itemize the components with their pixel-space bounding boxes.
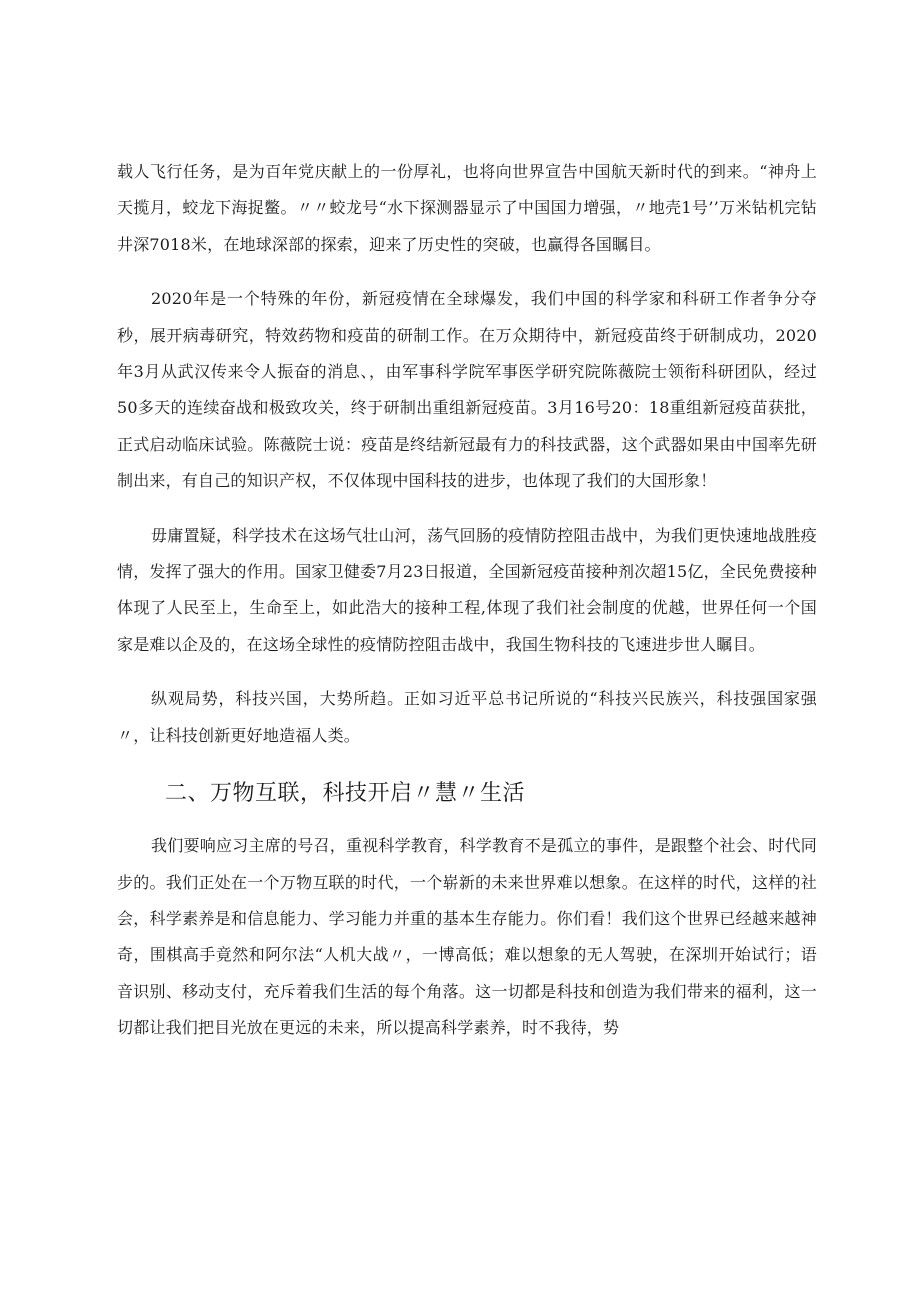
paragraph-continued: 载人飞行任务，是为百年党庆献上的一份厚礼，也将向世界宣告中国航天新时代的到来。“神舟上天揽月，蛟龙下海捉鳖。〃〃蛟龙号“水下探测器显示了中国国力增强，〃地壳1号’’万米钻机完钻井深7018米，在地球深部的探索，迎来了历史性的突破，也赢得各国瞩目。 [117,162,817,254]
paragraph-epidemic-control: 毋庸置疑，科学技术在这场气壮山河，荡气回肠的疫情防控阻击战中，为我们更快速地战胜疫情，发挥了强大的作用。国家卫健委7月23日报道，全国新冠疫苗接种剂次超15亿，全民免费接种体现了人民至上，生命至上，如此浩大的接种工程,体现了我们社会制度的优越，世界任何一个国家是难以企及的，在这场全球性的疫情防控阻击战中，我国生物科技的飞速进步世人瞩目。 [117,525,817,654]
paragraph-science-nation: 纵观局势，科技兴国，大势所趋。正如习近平总书记所说的“科技兴民族兴，科技强国家强〃，让科技创新更好地造福人类。 [117,689,817,745]
paragraph-vaccine-research: 2020年是一个特殊的年份，新冠疫情在全球爆发，我们中国的科学家和科研工作者争分夺秒，展开病毒研究，特效药物和疫苗的研制工作。在万众期待中，新冠疫苗终于研制成功，2020年3月从武汉传来令人振奋的消息、，由军事科学院军事医学研究院陈薇院士领衔科研团队，经过50多天的连续奋战和极致攻关，终于研制出重组新冠疫苗。3月16号20：18重组新冠疫苗获批，正式启动临床试验。陈薇院士说：疫苗是终结新冠最有力的科技武器，这个武器如果由中国率先研制出来，有自己的知识产权，不仅体现中国科技的进步，也体现了我们的大国形象！ [117,289,817,491]
section-heading: 二、万物互联，科技开启〃慧〃生活 [165,781,526,807]
document-body [117,154,817,1047]
paragraph-internet-of-things: 我们要响应习主席的号召，重视科学教育，科学教育不是孤立的事件，是跟整个社会、时代同步的。我们正处在一个万物互联的时代，一个崭新的未来世界难以想象。在这样的时代，这样的社会，科学素养是和信息能力、学习能力并重的基本生存能力。你们看！我们这个世界已经越来越神奇，围棋高手竟然和阿尔法“人机大战〃，一博高低；难以想象的无人驾驶，在深圳开始试行；语音识别、移动支付，充斥着我们生活的每个角落。这一切都是科技和创造为我们带来的福利，这一切都让我们把目光放在更远的未来，所以提高科学素养，时不我待，势 [117,836,817,1038]
